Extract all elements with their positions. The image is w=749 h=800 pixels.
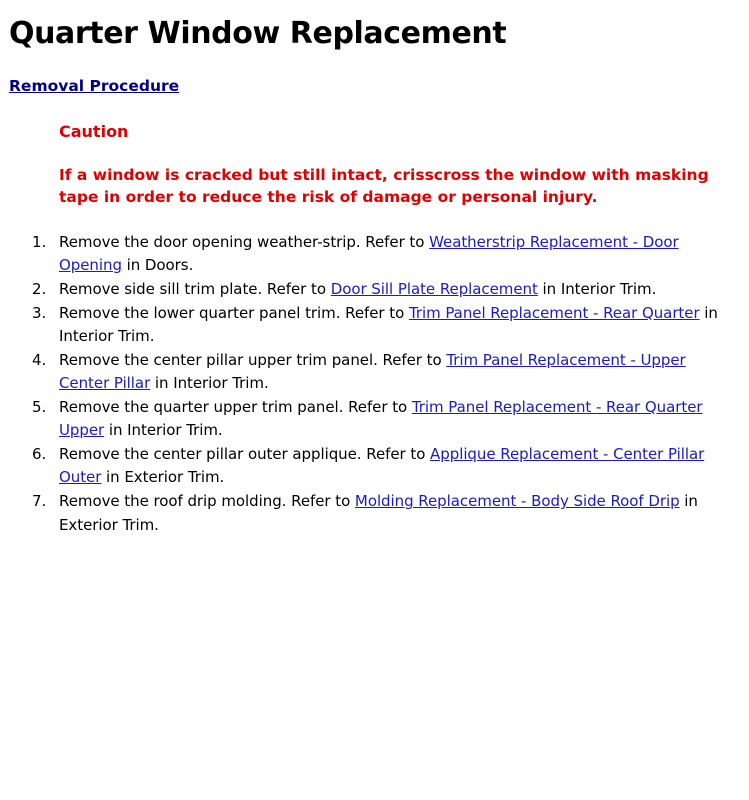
- step-reference-link[interactable]: Trim Panel Replacement - Rear Quarter Upper: [59, 398, 703, 440]
- step-text-suffix: in Interior Trim.: [104, 421, 223, 440]
- procedure-step: [0, 302, 749, 349]
- procedure-step: [0, 396, 749, 443]
- procedure-steps-list: [0, 231, 749, 537]
- procedure-step: [0, 231, 749, 278]
- step-text-suffix: in Interior Trim.: [59, 303, 718, 346]
- step-number: 3.: [32, 303, 47, 322]
- step-text-suffix: in Interior Trim.: [150, 374, 269, 393]
- step-number: 2.: [32, 280, 47, 299]
- procedure-step: [0, 349, 749, 396]
- step-text: Remove the roof drip molding. Refer to: [59, 492, 355, 511]
- procedure-step: [0, 278, 749, 301]
- step-number: 7.: [32, 492, 47, 511]
- procedure-step: [0, 490, 749, 537]
- step-text: Remove the lower quarter panel trim. Refer to: [59, 303, 409, 322]
- page-title: Quarter Window Replacement: [9, 16, 507, 51]
- step-text-suffix: in Exterior Trim.: [59, 492, 698, 534]
- step-reference-link[interactable]: Applique Replacement - Center Pillar Outer: [59, 445, 705, 487]
- step-reference-link[interactable]: Trim Panel Replacement - Upper Center Pillar: [59, 350, 686, 393]
- step-number: 1.: [32, 233, 47, 251]
- step-number: 4.: [32, 350, 47, 369]
- removal-procedure-link[interactable]: Removal Procedure: [9, 77, 180, 95]
- step-text: Remove the center pillar outer applique. Refer to: [59, 445, 431, 464]
- step-reference-link[interactable]: Trim Panel Replacement - Rear Quarter: [408, 303, 700, 322]
- step-text: Remove the center pillar upper trim panel. Refer to: [59, 350, 447, 369]
- step-text: Remove side sill trim plate. Refer to: [59, 280, 331, 299]
- caution-heading: Caution: [59, 122, 129, 141]
- step-reference-link[interactable]: Door Sill Plate Replacement: [330, 280, 538, 299]
- step-text: Remove the quarter upper trim panel. Refer to: [59, 398, 412, 417]
- procedure-step: [0, 443, 749, 490]
- step-text: Remove the door opening weather-strip. Refer to: [59, 233, 430, 251]
- step-reference-link[interactable]: Weatherstrip Replacement - Door Opening: [59, 233, 679, 275]
- caution-text: If a window is cracked but still intact, crisscross the window with masking tape in order to reduce the risk of damage or personal injury.: [59, 166, 709, 206]
- step-text-suffix: in Interior Trim.: [537, 280, 657, 299]
- step-text-suffix: in Doors.: [121, 256, 194, 275]
- step-number: 6.: [32, 445, 47, 464]
- step-text-suffix: in Exterior Trim.: [101, 468, 225, 487]
- step-reference-link[interactable]: Molding Replacement - Body Side Roof Drip: [354, 492, 680, 511]
- step-number: 5.: [32, 398, 47, 417]
